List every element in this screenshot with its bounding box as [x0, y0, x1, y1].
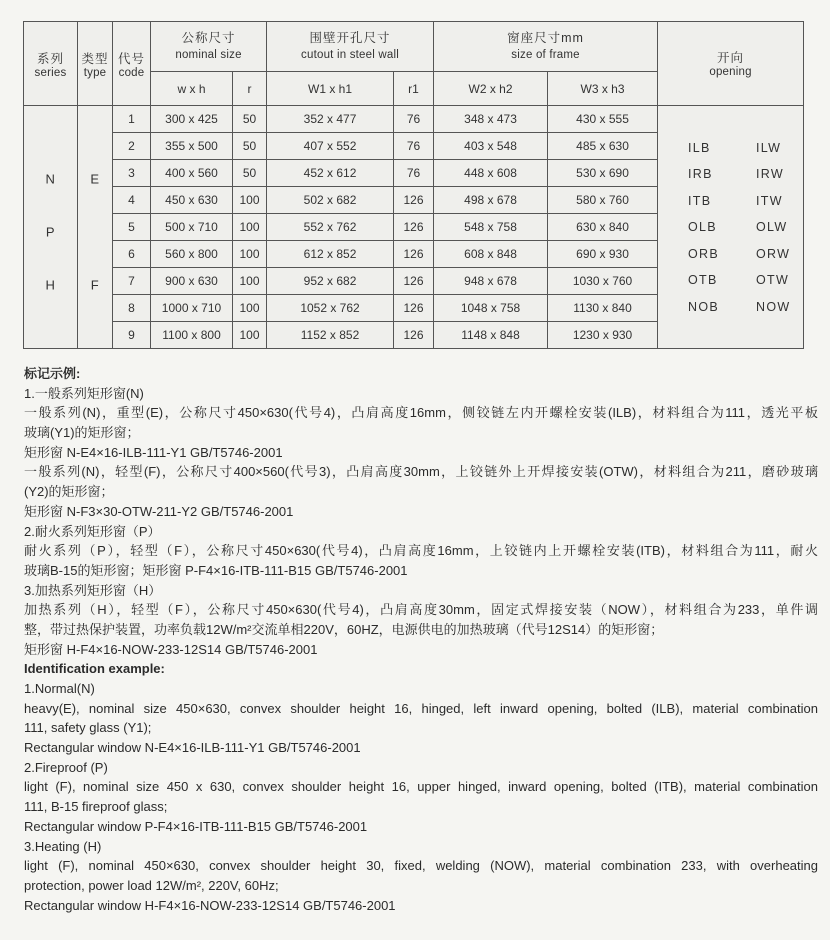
note-line: 1.一般系列矩形窗(N) [24, 385, 144, 401]
note-line: 2.Fireproof (P) [24, 759, 108, 775]
cell-code: 5 [113, 214, 151, 241]
note-line: 加热系列（H），轻型（F），公称尺寸450×630(代号4)，凸肩高度30mm，固定式焊接安装（NOW），材料组合为233，单件调 [24, 602, 818, 618]
col-subheader-wxh: w x h [151, 72, 233, 106]
col-header-nominal-zh: 公称尺寸 [181, 30, 236, 45]
cell-w3h3: 530 x 690 [548, 160, 658, 187]
col-header-frame-en: size of frame [511, 49, 580, 62]
cell-r: 50 [233, 133, 267, 160]
cell-r1: 76 [394, 106, 434, 133]
cell-w2h2: 403 x 548 [434, 133, 548, 160]
col-header-type-en: type [83, 67, 107, 79]
cell-w2h2: 1048 x 758 [434, 295, 548, 322]
notes-heading-zh: 标记示例: [24, 366, 81, 381]
cell-r1: 126 [394, 322, 434, 349]
cell-r: 100 [233, 187, 267, 214]
opening-codes [658, 134, 803, 320]
note-line: 3.Heating (H) [24, 838, 102, 854]
cell-r: 100 [233, 322, 267, 349]
note-line: Rectangular window P-F4×16-ITB-111-B15 GB/T5746-2001 [24, 818, 368, 834]
col-header-type-zh: 类型 [81, 52, 109, 66]
cell-w2h2: 608 x 848 [434, 241, 548, 268]
cell-code: 8 [113, 295, 151, 322]
cell-w1h1: 452 x 612 [267, 160, 394, 187]
cell-w1h1: 552 x 762 [267, 214, 394, 241]
notes-heading-en: Identification example: [24, 661, 165, 677]
col-subheader-r1: r1 [394, 72, 434, 106]
note-line: 一般系列(N)，轻型(F)，公称尺寸400×560(代号3)，凸肩高度30mm，上铰链外上开焊接安装(OTW)，材料组合为211，磨砂玻璃 [24, 464, 818, 480]
cell-w1h1: 407 x 552 [267, 133, 394, 160]
cell-wxh: 1100 x 800 [151, 322, 233, 349]
note-line: 3.加热系列矩形窗（H） [24, 582, 162, 598]
col-header-frame-size [434, 22, 658, 72]
cell-w1h1: 612 x 852 [267, 241, 394, 268]
col-header-nominal-en: nominal size [175, 49, 242, 62]
cell-w3h3: 1130 x 840 [548, 295, 658, 322]
cell-wxh: 450 x 630 [151, 187, 233, 214]
col-header-series-en: series [34, 67, 67, 79]
cell-wxh: 300 x 425 [151, 106, 233, 133]
note-line: 整，带过热保护装置，功率负载12W/m²交流单相220V，60HZ，电源供电的加热玻璃（代号12S14）的矩形窗； [24, 621, 664, 637]
col-header-frame-zh: 窗座尺寸mm [507, 30, 584, 45]
cell-code: 9 [113, 322, 151, 349]
cell-w1h1: 1152 x 852 [267, 322, 394, 349]
cell-r1: 126 [394, 268, 434, 295]
cell-w1h1: 502 x 682 [267, 187, 394, 214]
cell-w2h2: 948 x 678 [434, 268, 548, 295]
type-label-e: E [90, 171, 100, 187]
note-line: 矩形窗 N-F3×30-OTW-211-Y2 GB/T5746-2001 [24, 503, 294, 519]
note-line: 一般系列(N)，重型(E)，公称尺寸450×630(代号4)，凸肩高度16mm，侧铰链左内开螺栓安装(ILB)，材料组合为111，透光平板 [24, 405, 818, 421]
opening-code-pair: IRB IRW [688, 167, 785, 181]
col-header-code-en: code [118, 67, 145, 79]
col-header-type [78, 22, 113, 106]
cell-w3h3: 430 x 555 [548, 106, 658, 133]
cell-r: 100 [233, 241, 267, 268]
cell-r1: 126 [394, 187, 434, 214]
opening-code-pair: ORB ORW [688, 246, 791, 261]
note-line: 2.耐火系列矩形窗（P） [24, 523, 161, 539]
cell-r1: 126 [394, 295, 434, 322]
note-line: protection, power load 12W/m², 220V, 60Hz; [24, 877, 279, 893]
note-line: Rectangular window N-E4×16-ILB-111-Y1 GB/T5746-2001 [24, 740, 361, 756]
cell-code: 7 [113, 268, 151, 295]
cell-wxh: 900 x 630 [151, 268, 233, 295]
cell-r1: 76 [394, 160, 434, 187]
cell-wxh: 1000 x 710 [151, 295, 233, 322]
cell-code: 1 [113, 106, 151, 133]
cell-r: 100 [233, 295, 267, 322]
cell-w3h3: 1230 x 930 [548, 322, 658, 349]
opening-code-pair: OLB OLW [688, 220, 788, 234]
header-row-1 [24, 22, 804, 72]
cell-w3h3: 580 x 760 [548, 187, 658, 214]
note-line: light (F), nominal size 450 x 630, convex shoulder height 16, upper hinged, inward opening, bolted (ITB), material combination [24, 779, 818, 795]
col-header-code [113, 22, 151, 106]
note-line: heavy(E), nominal size 450×630, convex shoulder height 16, hinged, left inward opening, bolted (ILB), material combination [24, 700, 818, 716]
note-line: light (F), nominal 450×630, convex shoulder height 30, fixed, welding (NOW), material combination 233, with overheating [24, 858, 818, 874]
type-label-f: F [90, 277, 100, 293]
opening-code-pair: OTB OTW [688, 273, 790, 287]
cell-w3h3: 690 x 930 [548, 241, 658, 268]
cell-series-group [24, 106, 78, 349]
notes-section [24, 364, 818, 915]
cell-code: 4 [113, 187, 151, 214]
col-header-opening [658, 22, 804, 106]
cell-r: 100 [233, 214, 267, 241]
note-line: 耐火系列（P），轻型（F），公称尺寸450×630(代号4)，凸肩高度16mm，上铰链内上开螺栓安装(ITB)，材料组合为111，耐火 [24, 543, 818, 559]
note-line: 1.Normal(N) [24, 681, 95, 696]
note-line: (Y2)的矩形窗； [24, 484, 114, 500]
col-header-cutout-en: cutout in steel wall [301, 49, 399, 62]
table-row [24, 106, 804, 133]
col-header-series [24, 22, 78, 106]
cell-r: 50 [233, 160, 267, 187]
col-header-cutout [267, 22, 434, 72]
cell-w2h2: 1148 x 848 [434, 322, 548, 349]
opening-code-pair: NOB NOW [688, 299, 791, 314]
col-header-code-zh: 代号 [117, 52, 145, 66]
cell-w1h1: 952 x 682 [267, 268, 394, 295]
cell-r1: 126 [394, 241, 434, 268]
series-label-p: P [45, 224, 56, 240]
spec-table [23, 21, 804, 349]
cell-r1: 76 [394, 133, 434, 160]
cell-opening-group [658, 106, 804, 349]
cell-wxh: 400 x 560 [151, 160, 233, 187]
note-line: 矩形窗 N-E4×16-ILB-111-Y1 GB/T5746-2001 [24, 444, 283, 460]
cell-w3h3: 485 x 630 [548, 133, 658, 160]
series-label-n: N [45, 171, 56, 187]
col-header-opening-en: opening [709, 66, 752, 78]
cell-w2h2: 548 x 758 [434, 214, 548, 241]
cell-w1h1: 1052 x 762 [267, 295, 394, 322]
cell-r1: 126 [394, 214, 434, 241]
col-subheader-w3h3: W3 x h3 [548, 72, 658, 106]
cell-r: 50 [233, 106, 267, 133]
cell-code: 6 [113, 241, 151, 268]
cell-w2h2: 498 x 678 [434, 187, 548, 214]
cell-code: 2 [113, 133, 151, 160]
cell-wxh: 500 x 710 [151, 214, 233, 241]
col-header-nominal-size [151, 22, 267, 72]
cell-w1h1: 352 x 477 [267, 106, 394, 133]
note-line: Rectangular window H-F4×16-NOW-233-12S14 GB/T5746-2001 [24, 897, 396, 913]
col-header-cutout-zh: 围壁开孔尺寸 [309, 30, 391, 45]
series-label-h: H [45, 277, 56, 293]
cell-r: 100 [233, 268, 267, 295]
col-subheader-w1h1: W1 x h1 [267, 72, 394, 106]
opening-code-pair: ITB ITW [688, 193, 783, 208]
cell-w3h3: 1030 x 760 [548, 268, 658, 295]
cell-w2h2: 348 x 473 [434, 106, 548, 133]
note-line: 111, B-15 fireproof glass; [24, 799, 168, 815]
cell-w2h2: 448 x 608 [434, 160, 548, 187]
note-line: 玻璃B-15的矩形窗；矩形窗 P-F4×16-ITB-111-B15 GB/T5746-2001 [24, 562, 408, 578]
col-subheader-r: r [233, 72, 267, 106]
note-line: 玻璃(Y1)的矩形窗； [24, 425, 140, 441]
opening-code-pair: ILB ILW [688, 140, 782, 155]
col-header-series-zh: 系列 [36, 52, 64, 66]
cell-type-group [78, 106, 113, 349]
note-line: 矩形窗 H-F4×16-NOW-233-12S14 GB/T5746-2001 [24, 641, 318, 657]
cell-w3h3: 630 x 840 [548, 214, 658, 241]
note-line: 111, safety glass (Y1); [24, 720, 152, 736]
cell-wxh: 560 x 800 [151, 241, 233, 268]
col-header-opening-zh: 开向 [717, 51, 745, 65]
col-subheader-w2h2: W2 x h2 [434, 72, 548, 106]
cell-wxh: 355 x 500 [151, 133, 233, 160]
cell-code: 3 [113, 160, 151, 187]
